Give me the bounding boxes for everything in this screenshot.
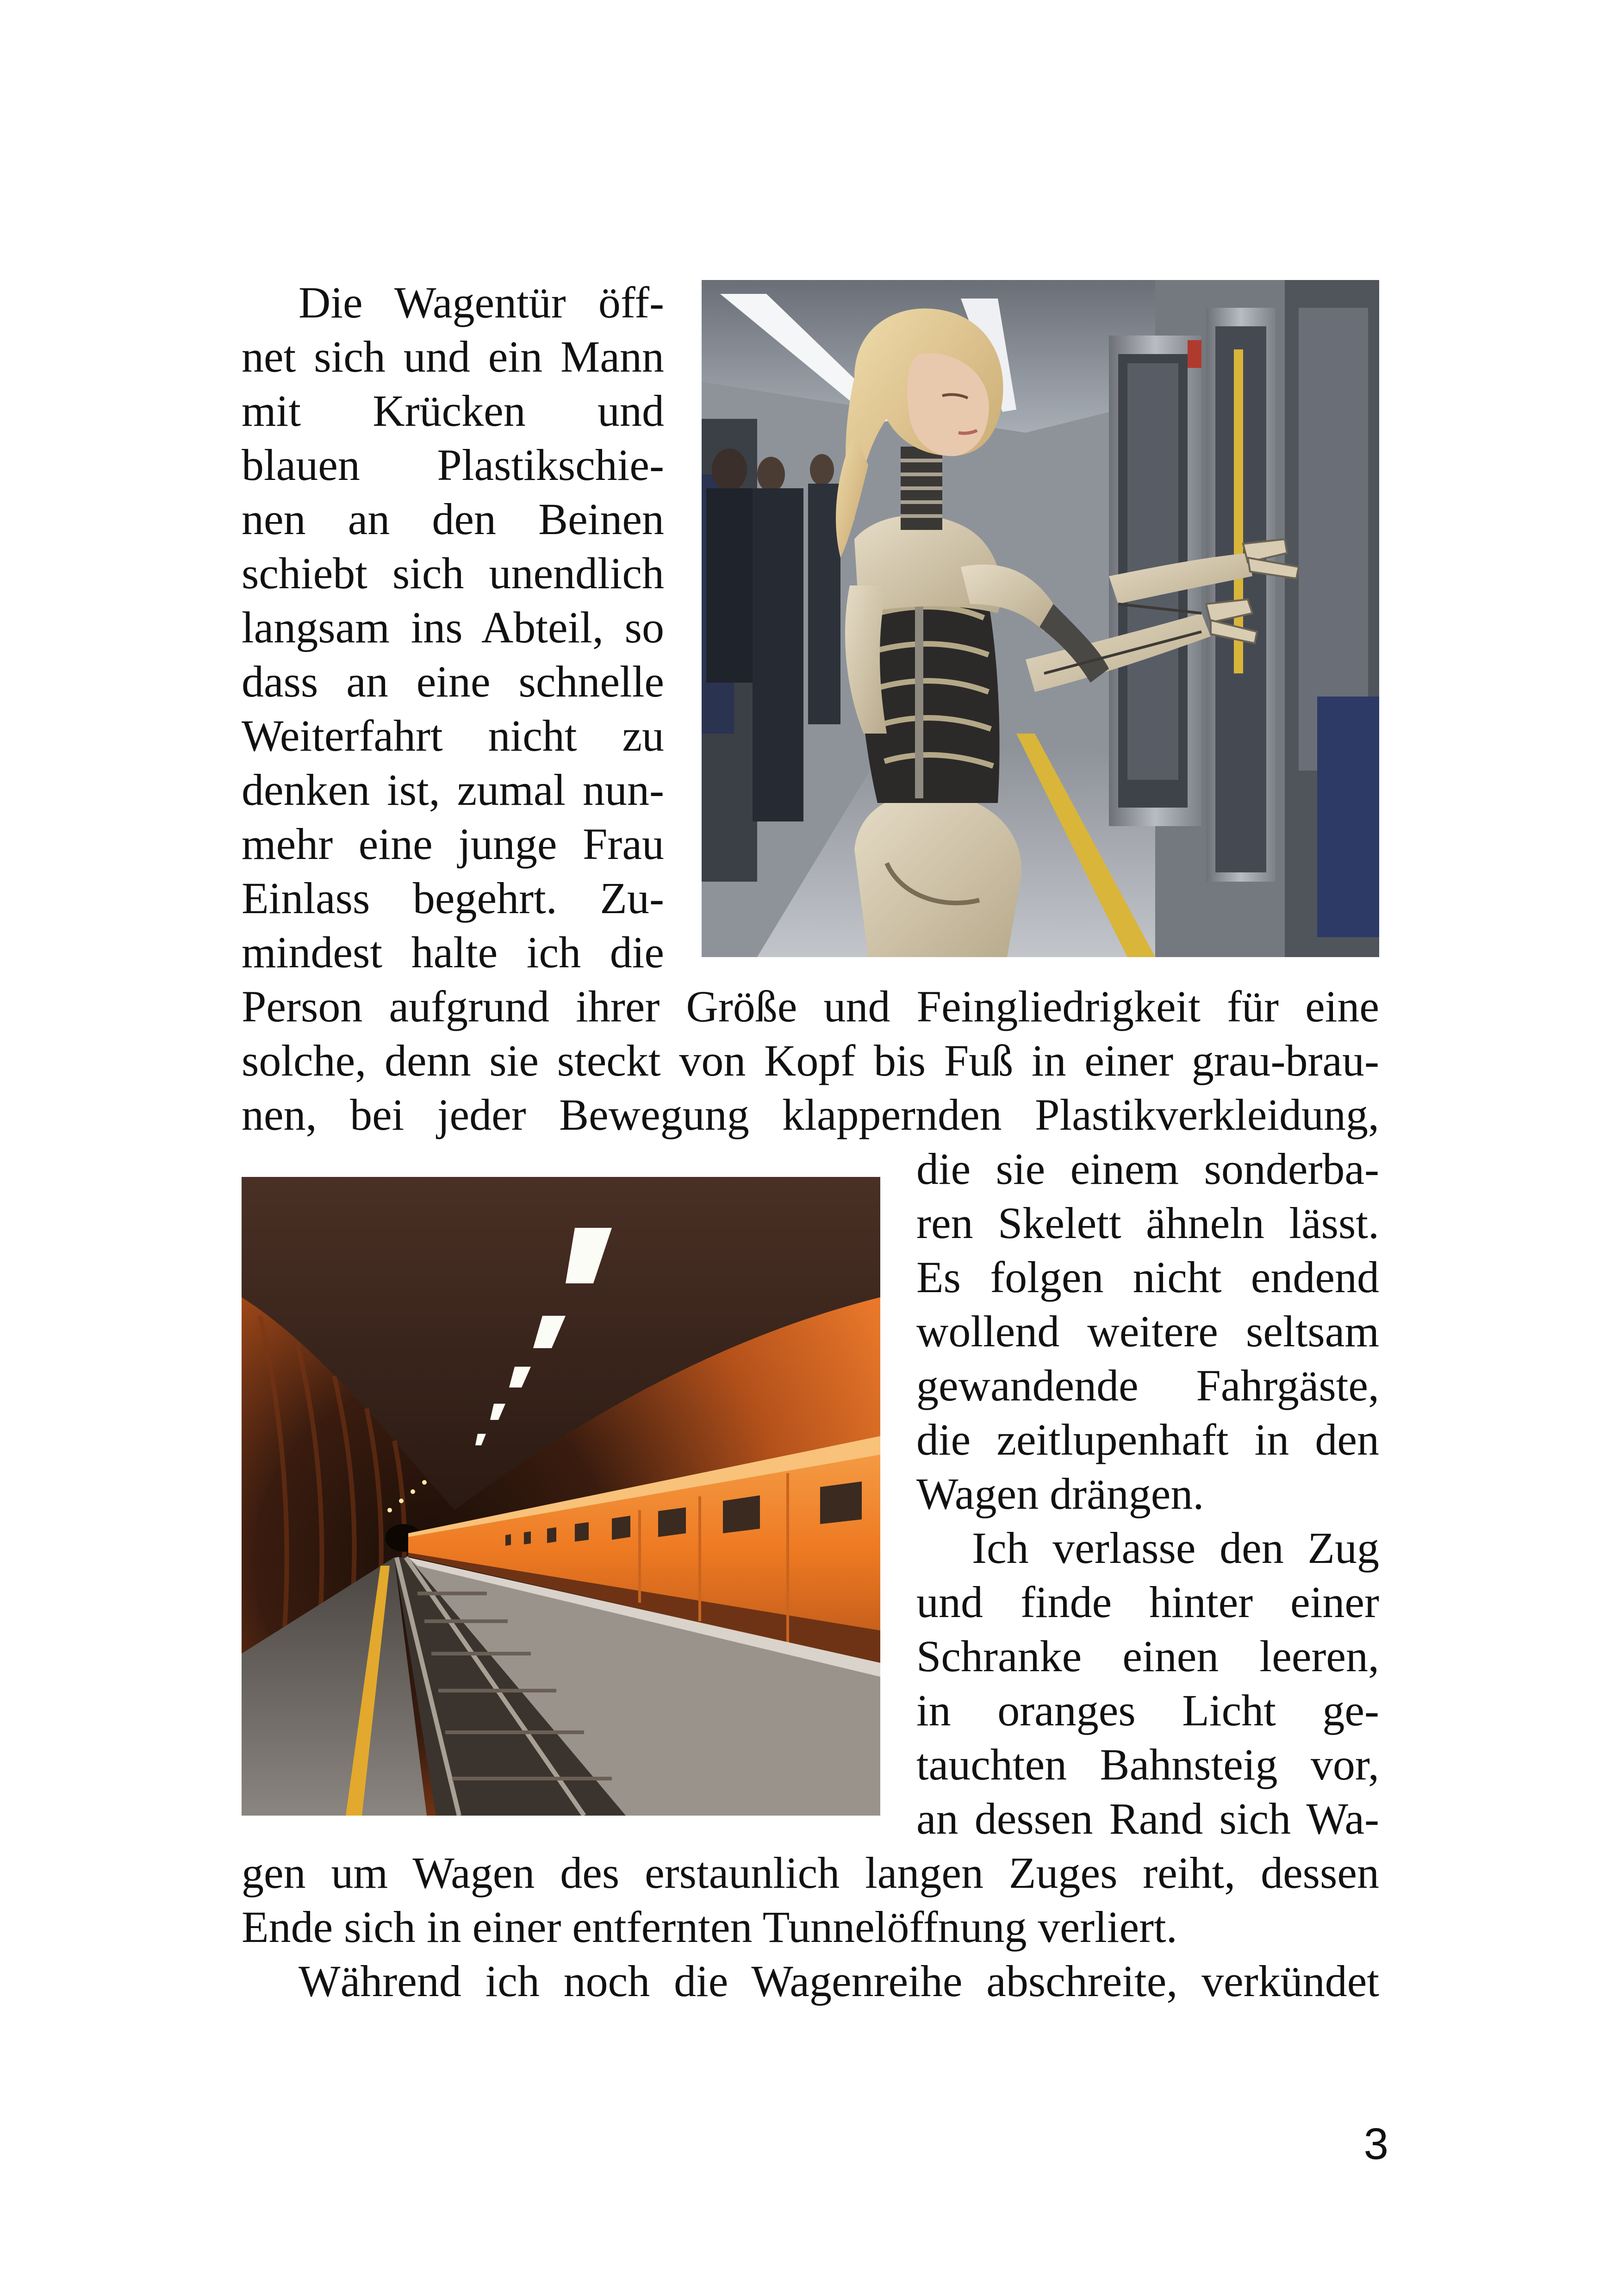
text-line: und finde hinter einer xyxy=(916,1577,1379,1627)
text-line: die zeitlupenhaft in den xyxy=(916,1415,1379,1464)
text-line: an dessen Rand sich Wa- xyxy=(916,1794,1379,1843)
text-line: Einlass begehrt. Zu- xyxy=(242,873,664,923)
android-woman-subway-illustration xyxy=(702,280,1379,957)
page-number: 3 xyxy=(1363,2119,1388,2169)
orange-train-tunnel-image xyxy=(242,1177,880,1816)
text-line: nen an den Beinen xyxy=(242,494,664,544)
text-line: ren Skelett ähneln lässt. xyxy=(916,1198,1379,1248)
text-line: gen um Wagen des erstaunlich langen Zuges reiht, dessen xyxy=(242,1848,1379,1898)
text-line: Person aufgrund ihrer Größe und Feingliedrigkeit für eine xyxy=(242,982,1379,1031)
text-line: blauen Plastikschie- xyxy=(242,440,664,490)
text-line: langsam ins Abteil, so xyxy=(242,603,664,652)
text-line: Ende sich in einer entfernten Tunnelöffnung verliert. xyxy=(242,1902,1177,1952)
text-line: wollend weitere seltsam xyxy=(916,1307,1379,1356)
text-line: Wagen drängen. xyxy=(916,1469,1204,1518)
text-line: Es folgen nicht endend xyxy=(916,1252,1379,1302)
text-line: Während ich noch die Wagenreihe abschreite, verkündet xyxy=(299,1956,1379,2006)
text-line: Ich verlasse den Zug xyxy=(972,1523,1379,1573)
text-line: schiebt sich unendlich xyxy=(242,548,664,598)
android-woman-subway-image xyxy=(702,280,1379,957)
text-line: in oranges Licht ge- xyxy=(916,1686,1379,1735)
text-line: tauchten Bahnsteig vor, xyxy=(916,1740,1379,1789)
text-line: mehr eine junge Frau xyxy=(242,819,664,869)
text-line: denken ist, zumal nun- xyxy=(242,765,664,815)
text-line: gewandende Fahrgäste, xyxy=(916,1361,1379,1410)
text-line: Schranke einen leeren, xyxy=(916,1631,1379,1681)
text-line: mindest halte ich die xyxy=(242,927,664,977)
text-line: die sie einem sonderba- xyxy=(916,1144,1379,1194)
text-line: Die Wagentür öff- xyxy=(299,278,664,327)
text-line: dass an eine schnelle xyxy=(242,657,664,706)
text-line: Weiterfahrt nicht zu xyxy=(242,711,664,760)
text-line: nen, bei jeder Bewegung klappernden Plastikverkleidung, xyxy=(242,1090,1379,1139)
text-line: mit Krücken und xyxy=(242,386,664,436)
text-line: net sich und ein Mann xyxy=(242,332,664,381)
orange-train-tunnel-illustration xyxy=(242,1177,880,1816)
text-line: solche, denn sie steckt von Kopf bis Fuß in einer grau-brau- xyxy=(242,1036,1379,1085)
